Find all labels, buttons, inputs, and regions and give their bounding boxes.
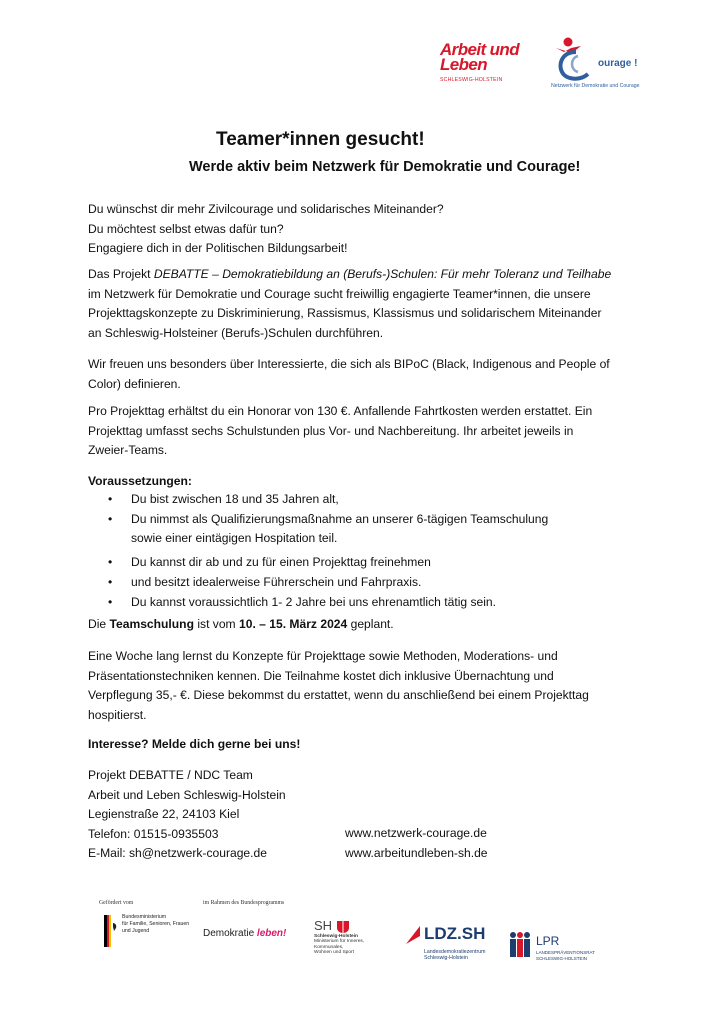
- contact-line: Projekt DEBATTE / NDC Team: [88, 768, 253, 782]
- project-line: [88, 265, 628, 285]
- logo-line-3: SCHLESWIG-HOLSTEIN: [440, 77, 503, 83]
- ldz-logo: [404, 920, 504, 965]
- project-prefix: Das Projekt: [88, 267, 154, 281]
- requirements-heading: Voraussetzungen:: [88, 474, 192, 488]
- bullet-icon: •: [108, 511, 113, 526]
- list-item-text: Du bist zwischen 18 und 35 Jahren alt,: [131, 492, 339, 506]
- lpr-figures-icon: [506, 930, 534, 964]
- sh-ministry-text: [314, 934, 404, 956]
- bmfsfj-text: [122, 914, 189, 935]
- honorar-line: Projekttag umfasst sechs Schulstunden plus Vor- und Nachbereitung. Ihr arbeitet jeweils in: [88, 423, 574, 438]
- ldz-text: [424, 949, 485, 961]
- leben-word: leben!: [256, 928, 287, 939]
- project-line: an Schleswig-Holsteiner (Berufs-)Schulen durchführen.: [88, 325, 384, 340]
- intro-line: Du wünschst dir mehr Zivilcourage und solidarisches Miteinander?: [88, 202, 444, 216]
- woche-line: Präsentationstechniken kennen. Die Teilnahme kostet dich inklusive Übernachtung und: [88, 668, 554, 683]
- bipoc-paragraph: [88, 355, 628, 394]
- intro-paragraph: [88, 200, 628, 259]
- ldz-line: Schleswig-Holstein: [424, 955, 468, 961]
- list-item-text: Du nimmst als Qualifizierungsmaßnahme an unserer 6-tägigen Teamschulung: [131, 511, 549, 526]
- intro-line: Du möchtest selbst etwas dafür tun?: [88, 221, 284, 236]
- list-item: [88, 573, 548, 593]
- demokratie-leben-logo: [203, 928, 286, 939]
- gefoerdert-label-top: Gefördert vom: [99, 900, 134, 906]
- list-item-text: Du kannst dir ab und zu für einen Projekttag freinehmen: [131, 554, 431, 569]
- list-item: [88, 553, 548, 573]
- logo-line-1: Arbeit und: [440, 40, 519, 59]
- honorar-paragraph: [88, 402, 628, 461]
- project-line: im Netzwerk für Demokratie und Courage sucht freiwillig engagierte Teamer*innen, die unsere: [88, 286, 591, 301]
- contact-line: Arbeit und Leben Schleswig-Holstein: [88, 787, 286, 802]
- logo-line-2: Leben: [440, 55, 488, 74]
- demokratie-word: Demokratie: [203, 928, 255, 939]
- courage-word: ourage !: [598, 58, 638, 69]
- bmfsfj-line: und Jugend: [122, 928, 150, 934]
- lpr-line: LANDESPRÄVENTIONSRAT: [536, 950, 595, 955]
- list-item-text: sowie einer eintägigen Hospitation teil.: [131, 531, 338, 545]
- contact-line: Legienstraße 22, 24103 Kiel: [88, 807, 240, 821]
- courage-subtitle: Netzwerk für Demokratie und Courage: [551, 83, 640, 89]
- lpr-text: [536, 950, 595, 961]
- ldz-flag-icon: [404, 924, 422, 946]
- sh-letters: [314, 918, 404, 934]
- rahmen-label: im Rahmen des Bundesprogramms: [203, 900, 285, 906]
- woche-paragraph: [88, 647, 628, 725]
- contact-email[interactable]: E-Mail: sh@netzwerk-courage.de: [88, 846, 267, 860]
- bmfsfj-line: für Familie, Senioren, Frauen: [122, 921, 190, 927]
- text: ist vom: [193, 617, 239, 631]
- coat-of-arms-icon: [336, 920, 350, 934]
- contact-phone: Telefon: 01515-0935503: [88, 826, 219, 841]
- woche-line: Eine Woche lang lernst du Konzepte für Projekttage sowie Methoden, Moderations- und: [88, 649, 558, 663]
- lpr-word: LPR: [536, 934, 560, 948]
- bipoc-line: Wir freuen uns besonders über Interessierte, die sich als BIPoC (Black, Indigenous and People of: [88, 357, 610, 371]
- bullet-icon: •: [108, 594, 113, 609]
- bullet-icon: •: [108, 554, 113, 569]
- lpr-line: SCHLESWIG-HOLSTEIN: [536, 955, 588, 961]
- text: geplant.: [347, 617, 394, 631]
- text: Die: [88, 617, 110, 631]
- page-subtitle: Werde aktiv beim Netzwerk für Demokratie und Courage!: [189, 159, 581, 175]
- sh-line: Wohnen und Sport: [314, 950, 354, 956]
- arbeit-und-leben-logo: [440, 42, 540, 83]
- page-title: Teamer*innen gesucht!: [216, 129, 425, 150]
- woche-line: Verpflegung 35,- €. Diese bekommst du erstattet, wenn du anschließend bei einem Projekttag: [88, 688, 589, 702]
- website-link[interactable]: www.netzwerk-courage.de: [345, 826, 487, 840]
- sh-line: Schleswig-Holstein: [314, 933, 358, 939]
- requirements-list: [88, 490, 548, 612]
- sh-word: SH: [314, 918, 333, 933]
- ldz-word: LDZ.SH: [424, 924, 486, 943]
- woche-line: hospitierst.: [88, 707, 147, 722]
- sh-line: Kommunales,: [314, 944, 344, 950]
- intro-line: Engagiere dich in der Politischen Bildungsarbeit!: [88, 241, 348, 255]
- list-item: [88, 593, 548, 613]
- lpr-logo: [506, 928, 596, 968]
- bmfsfj-line: Bundesministerium: [122, 914, 167, 920]
- list-item-text: und besitzt idealerweise Führerschein und Fahrpraxis.: [131, 575, 422, 589]
- cta-text: Interesse? Melde dich gerne bei uns!: [88, 737, 301, 751]
- project-paragraph: [88, 265, 628, 343]
- project-name: DEBATTE – Demokratiebildung an (Berufs-)Schulen: Für mehr Toleranz und Teilhabe: [153, 267, 612, 281]
- list-item-text: Du kannst voraussichtlich 1- 2 Jahre bei uns ehrenamtlich tätig sein.: [131, 594, 497, 609]
- sh-ministry-logo: [314, 918, 404, 956]
- sh-line: Ministerium für Inneres,: [314, 939, 365, 945]
- honorar-line: Pro Projekttag erhältst du ein Honorar von 130 €. Anfallende Fahrtkosten werden erstattet. Ein: [88, 404, 593, 418]
- schulung-paragraph: [88, 615, 628, 635]
- list-item: [88, 510, 548, 549]
- websites-block: [345, 824, 488, 863]
- text-bold: 10. – 15. März 2024: [239, 617, 348, 631]
- bullet-icon: •: [108, 492, 113, 506]
- bullet-icon: •: [108, 575, 113, 589]
- bipoc-line: Color) definieren.: [88, 376, 181, 391]
- website-link[interactable]: www.arbeitundleben-sh.de: [345, 845, 488, 860]
- ldz-line: Landesdemokratiezentrum: [424, 949, 486, 955]
- list-item: [88, 490, 548, 510]
- federal-eagle-icon: [104, 915, 118, 947]
- honorar-line: Zweier-Teams.: [88, 443, 168, 457]
- project-line: Projekttagskonzepte zu Diskriminierung, Rassismus, Klassismus und solidarischem Miteinander: [88, 306, 602, 320]
- text-bold: Teamschulung: [109, 617, 194, 631]
- courage-logo: [548, 34, 658, 94]
